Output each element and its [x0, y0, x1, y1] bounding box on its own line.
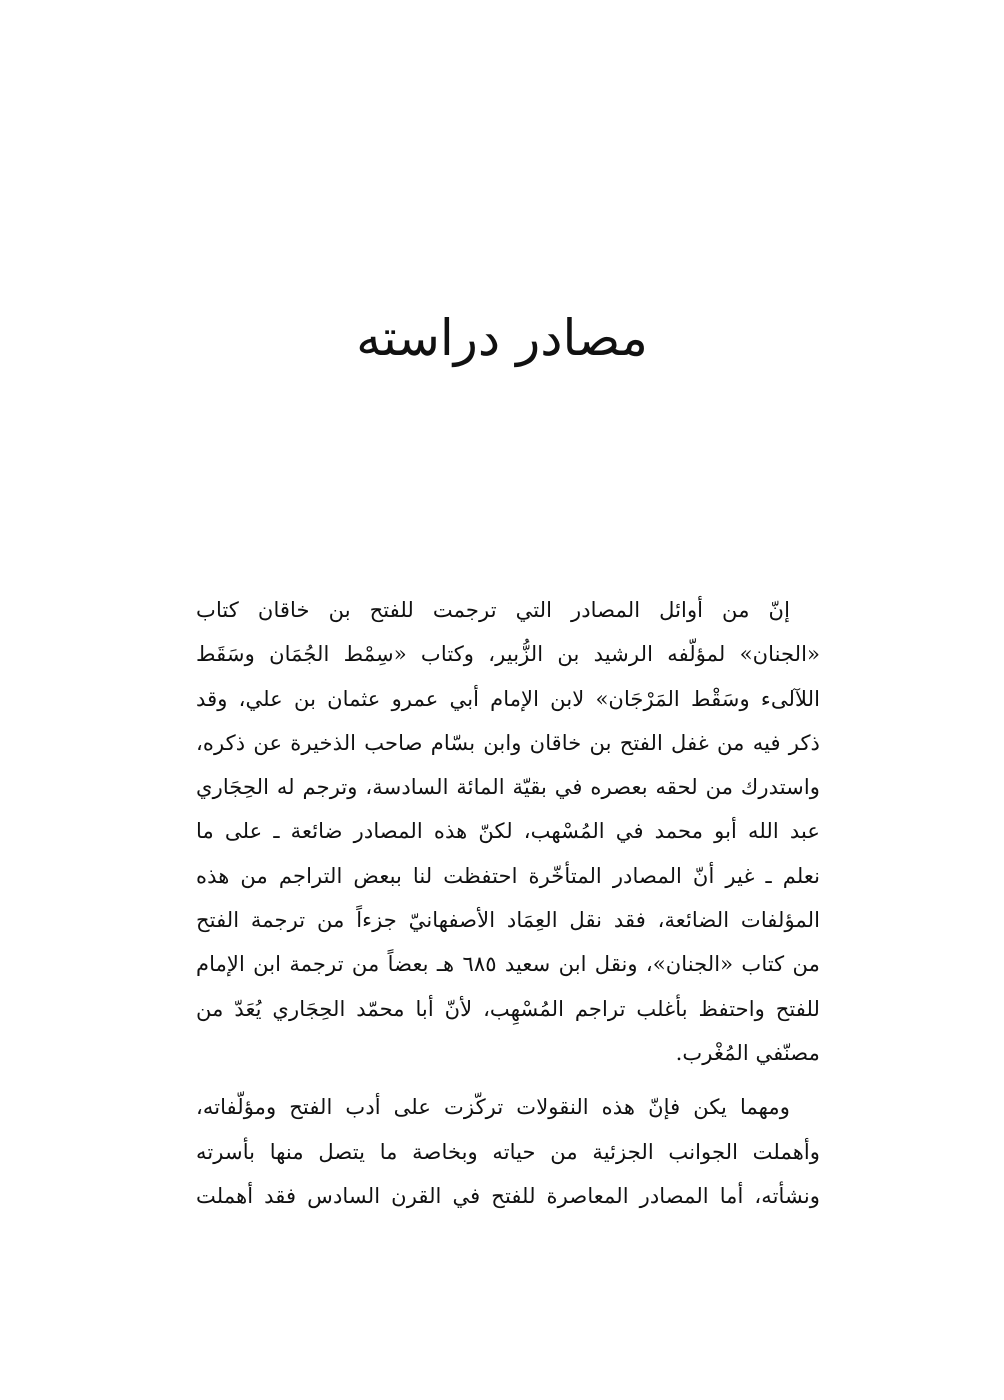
paragraph-1 — [196, 588, 820, 1075]
text-line: وأهملت الجوانب الجزئية من حياته وبخاصة ما يتصل منها بأسرته — [196, 1138, 820, 1164]
body-text — [196, 588, 820, 1218]
chapter-title: مصادر دراسته — [356, 309, 648, 367]
text-line: المؤلفات الضائعة، فقد نقل العِمَاد الأصفهانيّ جزءاً من ترجمة الفتح — [196, 907, 820, 933]
text-line: للفتح واحتفظ بأغلب تراجم المُسْهِب، لأنّ أبا محمّد الحِجَاري يُعَدّ من — [196, 995, 820, 1021]
paragraph-2 — [196, 1085, 820, 1218]
text-line: نعلم ـ غير أنّ المصادر المتأخّرة احتفظت لنا ببعض التراجم من هذه — [196, 862, 820, 888]
text-line: عبد الله أبو محمد في المُسْهب، لكنّ هذه المصادر ضائعة ـ على ما — [196, 818, 820, 844]
text-line: واستدرك من لحقه بعصره في بقيّة المائة السادسة، وترجم له الحِجَاري — [196, 774, 820, 800]
text-line: اللآلىء وسَقْط المَرْجَان» لابن الإمام أبي عمرو عثمان بن علي، وقد — [196, 685, 820, 711]
text-line: من كتاب «الجنان»، ونقل ابن سعيد ٦٨٥ هـ بعضاً من ترجمة ابن الإمام — [196, 951, 820, 977]
paragraph-gap — [196, 1075, 820, 1085]
text-line: مصنّفي المُغْرب. — [675, 1039, 820, 1065]
text-line: ونشأته، أما المصادر المعاصرة للفتح في القرن السادس فقد أهملت — [196, 1182, 820, 1208]
text-line: ومهما يكن فإنّ هذه النقولات تركّزت على أدب الفتح ومؤلّفاته، — [196, 1094, 790, 1120]
text-line: ذكر فيه من غفل الفتح بن خاقان وابن بسّام صاحب الذخيرة عن ذكره، — [196, 729, 820, 755]
text-line: «الجنان» لمؤلّفه الرشيد بن الزُّبير، وكتاب «سِمْط الجُمَان وسَقَط — [196, 641, 820, 667]
text-line: إنّ من أوائل المصادر التي ترجمت للفتح بن خاقان كتاب — [196, 597, 790, 622]
